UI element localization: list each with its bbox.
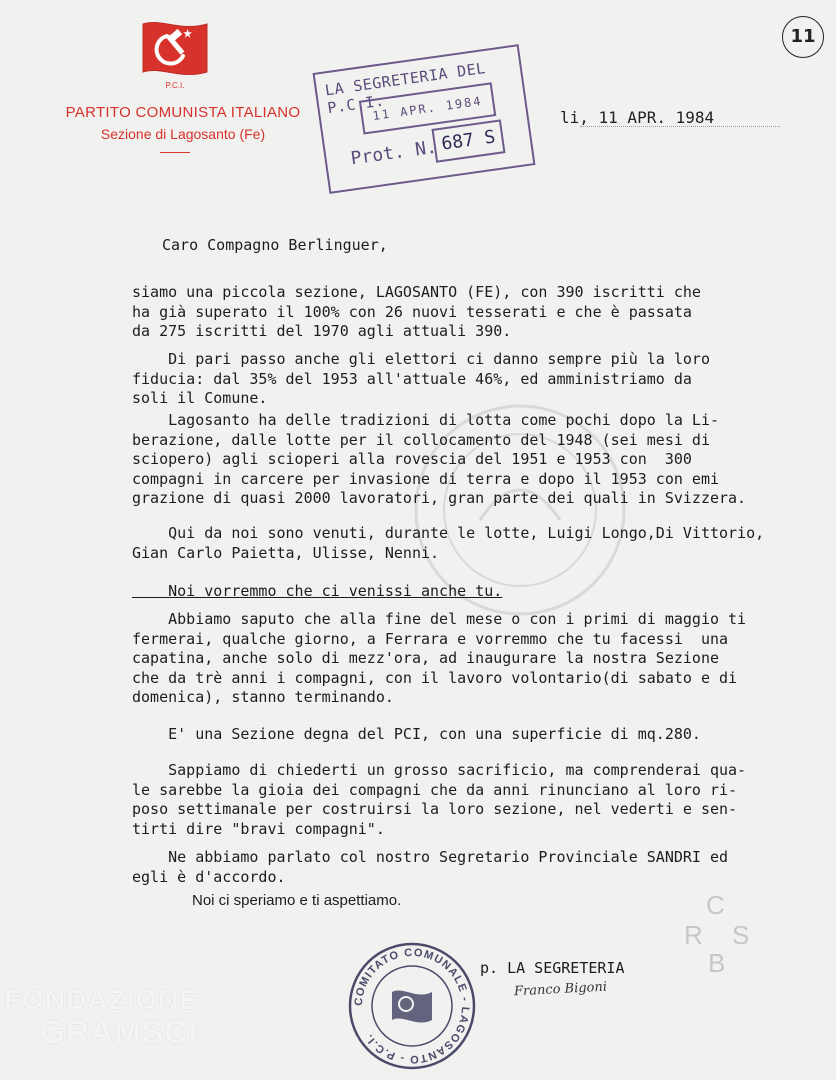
watermark-line-2: GRAMSCI	[40, 1014, 199, 1050]
committee-round-stamp	[346, 940, 478, 1072]
paragraph-5-underlined: Noi vorremmo che ci venissi anche tu.	[132, 582, 503, 600]
archive-letters	[680, 890, 770, 980]
stamp-protocol-number: 687 S	[431, 119, 505, 162]
flag-caption: P.C.I.	[165, 81, 185, 90]
signature-line: p. LA SEGRETERIA	[480, 959, 625, 977]
paragraph-4: Qui da noi sono venuti, durante le lotte, Luigi Longo,Di Vittorio, Gian Carlo Paietta, Ulisse, Nenni.	[132, 524, 765, 562]
org-name: PARTITO COMUNISTA ITALIANO	[65, 104, 301, 121]
closing-line: Noi ci speriamo e ti aspettiamo.	[192, 892, 402, 909]
archive-letter-c: C	[706, 890, 725, 920]
archive-letter-s: S	[732, 920, 750, 950]
stamp-ring-text: COMITATO COMUNALE - LAGOSANTO - P.C.I.	[352, 946, 472, 1066]
paragraph-3: Lagosanto ha delle tradizioni di lotta come pochi dopo la Li- berazione, dalle lotte per il collocamento del 1948 (sei mesi di sciopero) agli scioperi alla rovescia del 1951 e 1953 con 300 compagni in carcere per invasione di terra e dopo il 1953 con emi grazione di quasi 2000 lavoratori, gran parte dei quali in Svizzera.	[132, 411, 747, 507]
paragraph-9: Ne abbiamo parlato col nostro Segretario Provinciale SANDRI ed egli è d'accordo.	[132, 848, 729, 886]
salutation: Caro Compagno Berlinguer,	[162, 236, 388, 254]
handwritten-signature: Franco Bigoni	[513, 979, 608, 1000]
archive-letter-r: R	[684, 920, 703, 950]
paragraph-1: siamo una piccola sezione, LAGOSANTO (FE), con 390 iscritti che ha già superato il 100% con 26 nuovi tesserati e che è passata da 275 iscritti del 1970 agli attuali 390.	[132, 283, 701, 340]
stamp-date: 11 APR. 1984	[359, 82, 496, 134]
section-name: Sezione di Lagosanto (Fe)	[100, 126, 266, 142]
archive-letter-b: B	[708, 948, 726, 978]
stamp-title: LA SEGRETERIA DEL P.C.I.	[323, 59, 487, 118]
letter-date: li, 11 APR. 1984	[560, 108, 715, 127]
pci-flag-logo	[137, 18, 213, 96]
paragraph-7: E' una Sezione degna del PCI, con una superficie di mq.280.	[132, 725, 701, 743]
paragraph-6: Abbiamo saputo che alla fine del mese o con i primi di maggio ti fermerai, qualche giorno, a Ferrara e vorremmo che tu facessi una capatina, anche solo di mezz'ora, ad inaugurare la nostra Sezione che da trè anni i compagni, con il lavoro volontario(di sabato e di domenica), stanno terminando.	[132, 610, 747, 706]
watermark-line-1: FONDAZIONE	[4, 984, 200, 1015]
date-dotted-line	[580, 126, 780, 127]
registration-stamp	[313, 44, 536, 194]
paragraph-2: Di pari passo anche gli elettori ci danno sempre più la loro fiducia: dal 35% del 1953 all'attuale 46%, ed amministriamo da soli il Comune.	[132, 350, 710, 407]
paragraph-8: Sappiamo di chiederti un grosso sacrificio, ma comprenderai qua- le sarebbe la gioia dei compagni che da anni rinunciano al loro ri- poso settimanale per costruirsi la loro sezione, nel vederti e sen- tirti dire "bravi compagni".	[132, 761, 747, 838]
letterhead-divider	[160, 152, 190, 153]
archive-number: 11	[782, 16, 824, 58]
stamp-protocol-label: Prot. N.	[349, 136, 439, 170]
